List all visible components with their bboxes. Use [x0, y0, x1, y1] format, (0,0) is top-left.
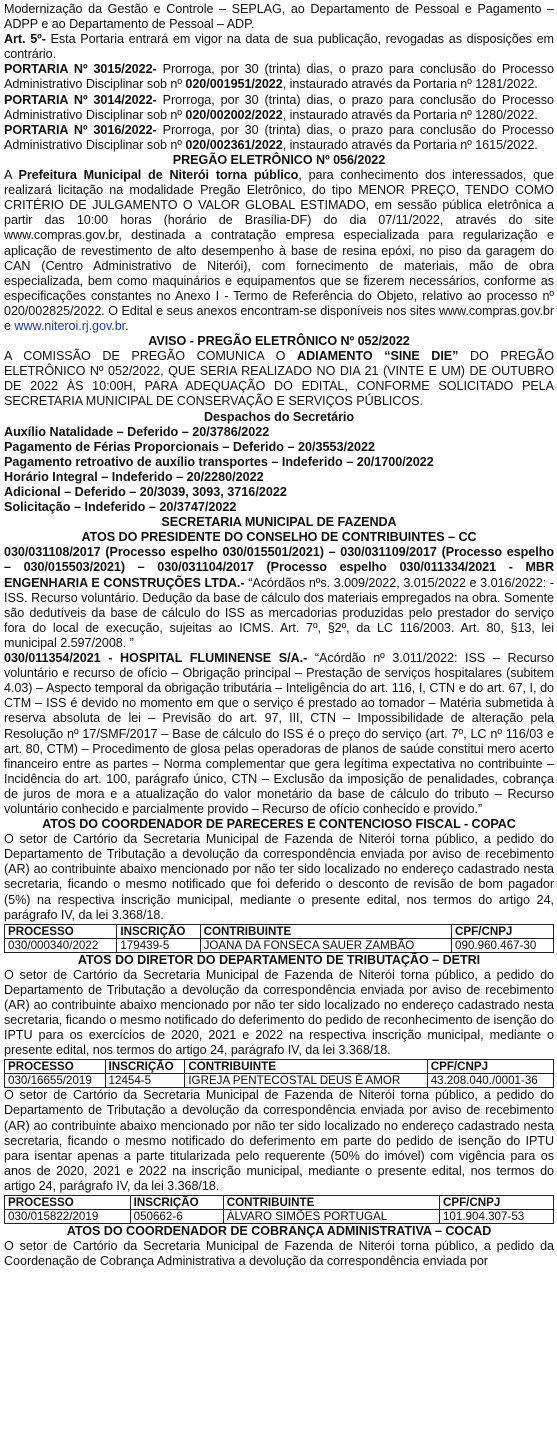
despacho-item: Pagamento retroativo de auxílio transportes – Indeferido – 20/1700/2022	[4, 454, 434, 469]
pregao-56-title: PREGÃO ELETRÔNICO Nº 056/2022	[172, 152, 386, 167]
portaria-3015	[4, 62, 554, 92]
portaria-text: Prorroga, por 30 (trinta) dias, o prazo para conclusão do Processo Administrativo Disciplinar sob nº	[4, 62, 555, 92]
paragraph-art5	[4, 32, 554, 62]
cell-contribuinte: JOANA DA FONSECA SAUER ZAMBÃO	[200, 938, 451, 952]
portaria-text-end: , instaurado através da Portaria nº 1615/2022.	[282, 137, 538, 152]
detri-table-2	[4, 1195, 554, 1224]
copac-title: ATOS DO COORDENADOR DE PARECERES E CONTENCIOSO FISCAL - COPAC	[42, 817, 516, 832]
col-processo: PROCESSO	[5, 1196, 131, 1210]
cc-hospital-text: “Acórdão nº 3.011/2022: ISS – Recurso voluntário e recurso de ofício – Obrigação principal – Prestação de serviços hospitalares (subitem 4.03) – Aspecto temporal da obrigação tributária – Inteligência do art. 116, I, CTN e do art. 67, I, do CTM – ISS é devido no momento em que o serviço é prestado ao tomador – Matéria submetida à reserva absoluta de lei – Previsão do art. 97, III, CTN – Impossibilidade de alteração pela Resolução nº 17/SMF/2017 – Base de cálculo do ISS é o preço do serviço (art. 7º, LC nº 116/03 e art. 80, CTM) – Procedimento de glosa pelas operadoras de planos de saúde constitui mero acerto financeiro entre as partes – Norma complementar que gera legítima expectativa no contribuinte – Incidência do art. 100, parágrafo único, CTN – Exclusão da imposição de penalidades, cobrança de juros de mora e a atualização do valor monetário da base de cálculo do tributo – Recurso voluntário conhecido e parcialmente provido – Recurso de ofício conhecido e provido.”	[4, 651, 554, 816]
col-contribuinte: CONTRIBUINTE	[223, 1196, 439, 1210]
cell-processo: 030/000340/2022	[5, 938, 117, 952]
despacho-item: Adicional – Deferido – 20/3039, 3093, 3716/2022	[4, 485, 287, 499]
cell-inscricao: 12454-5	[105, 1074, 185, 1088]
art-text: Esta Portaria entrará em vigor na data de sua publicação, revogadas as disposições em contrário.	[4, 32, 554, 62]
col-cpf-cnpj: CPF/CNPJ	[452, 924, 554, 938]
niteroi-site-link[interactable]: www.niteroi.rj.gov.br	[14, 318, 126, 333]
portaria-label: PORTARIA Nº 3014/2022-	[4, 92, 157, 107]
cell-inscricao: 179439-5	[117, 938, 200, 952]
cell-inscricao: 050662-6	[130, 1210, 223, 1224]
cell-contribuinte: ÁLVARO SIMÕES PORTUGAL	[223, 1210, 439, 1224]
col-inscricao: INSCRIÇÃO	[130, 1196, 223, 1210]
fazenda-title: SECRETARIA MUNICIPAL DE FAZENDA	[161, 515, 397, 530]
cc-hospital-paragraph	[4, 651, 554, 817]
portaria-process: 020/001951/2022	[185, 77, 283, 92]
despacho-item: Auxílio Natalidade – Deferido – 20/3786/2022	[4, 424, 270, 439]
cc-mbr-paragraph	[4, 545, 554, 651]
detri-body-2: O setor de Cartório da Secretaria Municipal de Fazenda de Niterói torna público, a pedido do Departamento de Tributação a devolução da correspondência enviada por aviso de recebimento (AR) ao contribuinte abaixo mencionado por não ter sido localizado no endereço cadastrado nesta secretaria, ficando o mesmo notificado do deferimento em parte do pedido de isenção do IPTU para isentar apenas a parte titularizada pelo requerente (50% do imóvel) com vigência para os anos de 2020, 2021 e 2022 na inscrição municipal, mediante o presente edital, nos termos do artigo 24, parágrafo IV, da lei 3.368/18.	[4, 1088, 554, 1193]
portaria-3014	[4, 93, 554, 123]
art-label: Art. 5º-	[4, 32, 46, 47]
detri-table-1	[4, 1059, 554, 1088]
portaria-text: Prorroga, por 30 (trinta) dias, o prazo para conclusão do Processo Administrativo Disciplinar sob nº	[4, 122, 555, 152]
table-row	[5, 1210, 554, 1224]
aviso-title: AVISO - PREGÃO ELETRÔNICO Nº 052/2022	[148, 334, 410, 349]
aviso-body	[4, 349, 554, 409]
portaria-text: Prorroga, por 30 (trinta) dias, o prazo para conclusão do Processo Administrativo Disciplinar sob nº	[4, 92, 555, 122]
cell-cpf-cnpj: 43.208.040./0001-36	[427, 1074, 553, 1088]
cell-cpf-cnpj: 090.960.467-30	[452, 938, 554, 952]
portaria-3016	[4, 123, 554, 153]
cell-processo: 030/015822/2019	[5, 1210, 131, 1224]
col-processo: PROCESSO	[5, 924, 117, 938]
cocad-title: ATOS DO COORDENADOR DE COBRANÇA ADMINISTRATIVA – COCAD	[66, 1224, 492, 1239]
col-cpf-cnpj: CPF/CNPJ	[439, 1196, 553, 1210]
pregao-text: , para conhecimento dos interessados, que realizará licitação na modalidade Pregão Eletrônico, do tipo MENOR PREÇO, TENDO COMO CRITÉRIO DE JULGAMENTO O VALOR GLOBAL ESTIMADO, em sessão pública eletrônica a partir das 10:00 horas (horário de Brasília-DF) do dia 07/11/2022, através do site www.compras.gov.br, destinada a contratação empresa especializada para regularização e aplicação de revestimento de alto desempenho à base de resina epóxi, no piso da garagem do CAN (Centro Administrativo de Niterói), com fornecimento de materiais, mão de obra especializada, bem como maquinários e equipamentos que se fizerem necessários, conforme as especificações constantes no Anexo I - Termo de Referência do Objeto, relativo ao processo nº 020/002825/2022. O Edital e seus anexos encontram-se disponíveis nos sites www.compras.gov.br e	[4, 168, 554, 333]
col-inscricao: INSCRIÇÃO	[105, 1060, 185, 1074]
table-row	[5, 1074, 554, 1088]
detri-body-1: O setor de Cartório da Secretaria Municipal de Fazenda de Niterói torna público, a pedido do Departamento de Tributação a devolução da correspondência enviada por aviso de recebimento (AR) ao contribuinte abaixo mencionado por não ter sido localizado no endereço cadastrado nesta secretaria, ficando o mesmo notificado do deferimento do pedido de reconhecimento de isenção do IPTU para os exercícios de 2020, 2021 e 2022 na respectiva inscrição municipal, mediante o presente edital, nos termos do artigo 24, parágrafo IV, da lei 3.368/18.	[4, 967, 554, 1058]
pregao-text: A	[4, 168, 19, 183]
cell-cpf-cnpj: 101.904.307-53	[439, 1210, 553, 1224]
cell-processo: 030/16655/2019	[5, 1074, 106, 1088]
cc-mbr-text: “Acórdãos nºs. 3.009/2022, 3.015/2022 e 3.016/2022: - ISS. Recurso voluntário. Dedução da base de cálculo dos materiais empregados na obra. Somente são dedutíveis da base de cálculo do ISS as mercadorias produzidas pelo prestador do serviço fora do local de execução, sujeitas ao ICMS. Art. 7º, §2º, da LC 116/2003. Art. 80, §13, lei municipal 2.597/2008. ”	[4, 575, 554, 650]
col-processo: PROCESSO	[5, 1060, 106, 1074]
portaria-text-end: , instaurado através da Portaria nº 1281/2022.	[282, 77, 538, 92]
portaria-process: 020/002361/2022	[185, 137, 283, 152]
despacho-item: Pagamento de Férias Proporcionais – Deferido – 20/3553/2022	[4, 439, 375, 454]
cc-mbr-processes: 030/031108/2017 (Processo espelho 030/015501/2021) – 030/031109/2017 (Processo espelho – 030/015503/2021) – 030/031104/2017 (Processo espelho 030/011334/2021 - MBR ENGENHARIA E CONSTRUÇÕES LTDA.-	[4, 545, 554, 590]
aviso-text: A COMISSÃO DE PREGÃO COMUNICA O	[4, 349, 298, 364]
pregao-text-end: .	[125, 318, 129, 333]
cell-contribuinte: IGREJA PENTECOSTAL DEUS É AMOR	[185, 1074, 427, 1088]
prefeitura-label: Prefeitura Municipal de Niterói torna público	[18, 168, 299, 183]
aviso-text-end: DO PREGÃO ELETRÔNICO Nº 052/2022, QUE SERIA REALIZADO NO DIA 21 (VINTE E UM) DE OUTUBRO DE 2022 ÀS 10:00H, PARA ADEQUAÇÃO DO EDITAL, CONFORME SOLICITADO PELA SECRETARIA MUNICIPAL DE CONSERVAÇÃO E SERVIÇOS PÚBLICOS.	[4, 349, 554, 409]
col-contribuinte: CONTRIBUINTE	[200, 924, 451, 938]
portaria-process: 020/002002/2022	[185, 107, 283, 122]
portaria-label: PORTARIA Nº 3016/2022-	[4, 122, 157, 137]
cc-hospital-process: 030/011354/2021 - HOSPITAL FLUMINENSE S/A.-	[4, 651, 308, 666]
portaria-label: PORTARIA Nº 3015/2022-	[4, 62, 157, 77]
copac-table	[4, 924, 554, 953]
col-inscricao: INSCRIÇÃO	[117, 924, 200, 938]
portaria-text-end: , instaurado através da Portaria nº 1280/2022.	[282, 107, 538, 122]
cocad-body: O setor de Cartório da Secretaria Municipal de Fazenda de Niterói torna público, a pedido da Coordenação de Cobrança Administrativa a devolução da correspondência enviada por	[4, 1239, 554, 1269]
pregao-56-body	[4, 168, 554, 334]
adiamento-label: ADIAMENTO “SINE DIE”	[297, 349, 459, 364]
detri-title: ATOS DO DIRETOR DO DEPARTAMENTO DE TRIBUTAÇÃO – DETRI	[77, 952, 481, 967]
table-row	[5, 938, 554, 952]
despachos-title: Despachos do Secretário	[203, 409, 355, 424]
despacho-item: Horário Integral – Indeferido – 20/2280/2022	[4, 469, 264, 484]
col-cpf-cnpj: CPF/CNPJ	[427, 1060, 553, 1074]
cc-title: ATOS DO PRESIDENTE DO CONSELHO DE CONTRIBUINTES – CC	[81, 530, 477, 545]
despacho-item: Solicitação – Indeferido – 20/3747/2022	[4, 500, 237, 515]
table-header-row	[5, 1196, 554, 1210]
copac-body: O setor de Cartório da Secretaria Municipal de Fazenda de Niterói torna público, a pedido do Departamento de Tributação a devolução da correspondência enviada por aviso de recebimento (AR) ao contribuinte abaixo mencionado por não ter sido localizado no endereço cadastrado nesta secretaria, ficando o mesmo notificado que foi deferido o desconto de revisão de bom pagador (5%) na respectiva inscrição municipal, mediante o presente edital, nos termos do artigo 24, parágrafo IV, da lei 3.368/18.	[4, 832, 554, 922]
col-contribuinte: CONTRIBUINTE	[185, 1060, 427, 1074]
table-header-row	[5, 924, 554, 938]
paragraph-seplag: Modernização da Gestão e Controle – SEPLAG, ao Departamento de Pessoal e Pagamento – ADPP e ao Departamento de Pessoal – ADP.	[4, 2, 554, 32]
table-header-row	[5, 1060, 554, 1074]
despachos-list	[4, 425, 554, 516]
